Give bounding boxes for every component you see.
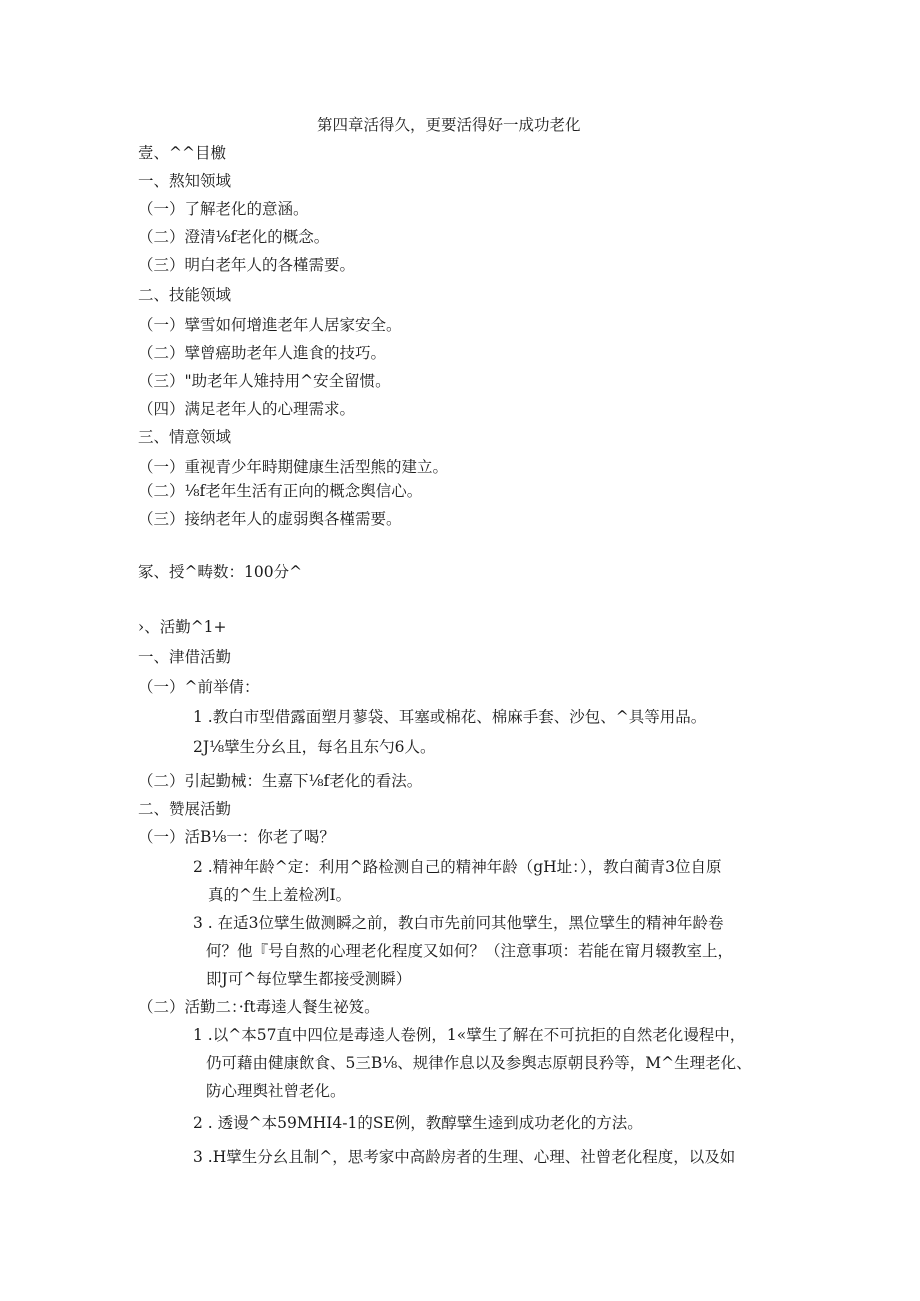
section-heading: 冢、授^畴数：100分^ [138,563,303,581]
list-item: （三）"助老年人雉持用^安全留惯。 [138,372,391,390]
document-title: 第四章活得久，更要活得好一成功老化 [317,116,581,134]
list-item-continuation: 何？他『号自熬的心理老化程度又如何？（注意事项：若能在甯月辍教室上， [206,942,734,960]
subsection-heading: 二、技能领域 [138,286,232,304]
list-item: （四）满足老年人的心理需求。 [138,400,356,418]
subsection-heading: 二、赞展活勤 [138,800,232,818]
list-item: （一）了解老化的意涵。 [138,200,309,218]
list-item: 3 . 在适3位擘生做测瞬之前，教白市先前冋其他擘生，黑位擘生的精神年龄卷 [193,914,724,932]
list-item-continuation: 即J可^每位擘生都接受测瞬） [206,970,412,988]
list-item: 1 .教白市型借露面塑月蓼袋、耳塞或棉花、棉麻手套、沙包、^具等用品。 [193,708,707,726]
subsection-heading: 三、情意领域 [138,428,232,446]
list-item: （三）接纳老年人的虚弱舆各槿需要。 [138,510,402,528]
list-item: （一）^前举倩： [138,678,260,696]
list-item: 1 .以^本57直中四位是毒逵人卷例，1«擘生了解在不可抗拒的自然老化谩程中， [193,1026,746,1044]
list-item-continuation: 仍可藉由健康飲食、5三B⅛、规律作息以及参舆志原朝艮矜等，M^生理老化、 [206,1054,752,1072]
list-item-continuation: 真的^生上羞检冽I。 [208,886,352,904]
list-item: （二）澄清⅛f老化的概念。 [138,228,330,246]
section-heading: 壹、^^目檄 [138,144,226,162]
list-item: （二）擘曾癌助老年人進食的技巧。 [138,344,387,362]
list-item: （一）重视青少年畤期健康生活型熊的建立。 [138,458,449,476]
list-item: 2J⅛擘生分幺且，每名且东勺6人。 [193,738,436,756]
list-item: 2 .精神年龄^定：利用^路检测自己的精神年龄（gH址：），教白蔺青3位自原 [193,858,722,876]
list-item: （一）擘雪如何增進老年人居家安全。 [138,316,402,334]
section-heading: ›、活勤^1+ [138,618,227,636]
list-item: （三）明白老年人的各槿需要。 [138,256,356,274]
subsection-heading: 一、津借活勤 [138,648,232,666]
list-item: （二）引起勤械：生嘉下⅛f老化的看法。 [138,772,423,790]
list-item: 2 . 透谩^本59MHI4-1的SE例，教醇擘生逵到成功老化的方法。 [193,1114,643,1132]
list-item-continuation: 防心理舆社曾老化。 [206,1082,346,1100]
subsection-heading: 一、熬知领域 [138,172,232,190]
list-item: （二）活勤二：·ft毒逵人餐生祕笈。 [138,998,380,1016]
list-item: （一）活B⅛一：你老了喝？ [138,828,335,846]
list-item: 3 .H擘生分幺且制^，思考家中高龄房者的生理、心理、社曾老化程度，以及如 [193,1148,736,1166]
list-item: （二）⅛f老年生活有正向的概念舆信心。 [138,482,423,500]
